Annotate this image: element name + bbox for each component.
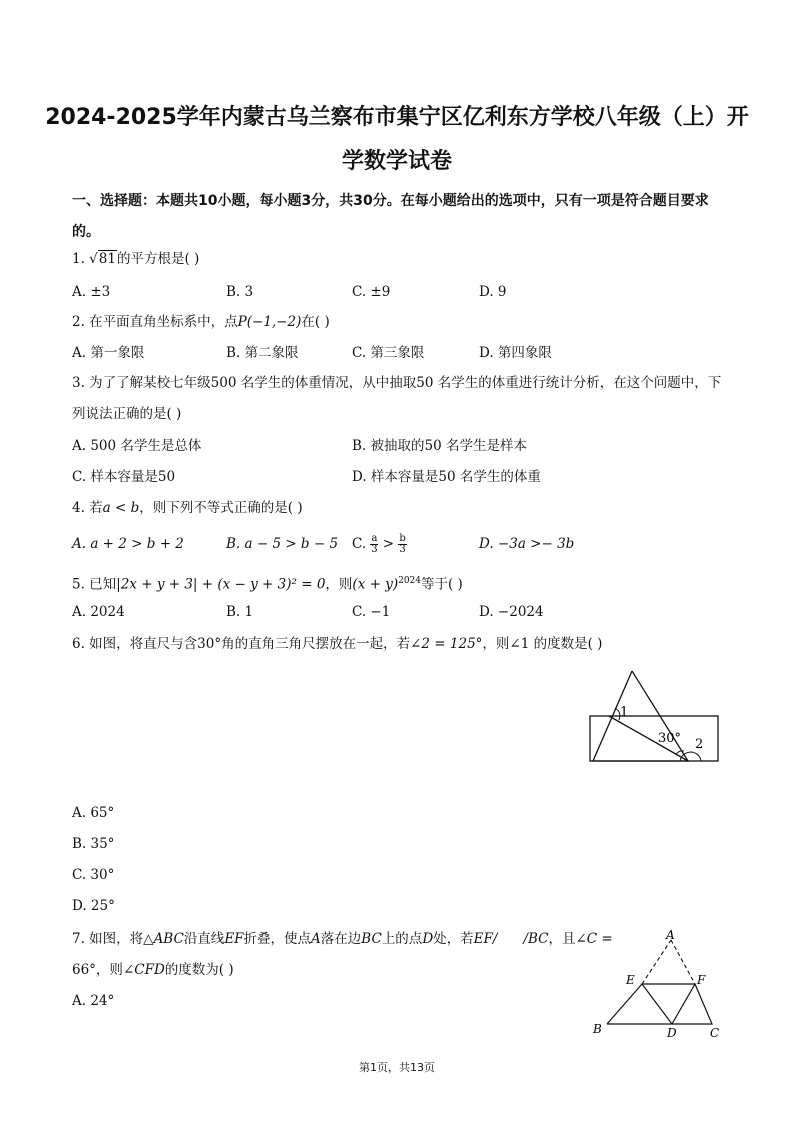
question-5: 5. 已知|2x + y + 3| + (x − y + 3)² = 0，则$(x + y)^{2024}$等于( ): [72, 576, 463, 593]
question-2: 2. 在平面直角坐标系中，点P(−1,−2)在( ): [72, 314, 330, 330]
q4-option-c: C. $\frac{a}{3}$ > $\frac{b}{3}$: [352, 533, 406, 555]
q1-option-b: B. 3: [226, 284, 254, 300]
label-c: C: [710, 1026, 720, 1040]
q6-option-b: B. 35°: [72, 836, 115, 852]
question-7-line-2: 66°，则∠CFD的度数为( ): [72, 962, 234, 978]
angle-30-label: 30°: [658, 731, 682, 746]
dashed-line-af: [671, 940, 695, 984]
q4-option-b: B. a − 5 > b − 5: [226, 536, 339, 552]
q2-option-b: B. 第二象限: [226, 345, 299, 361]
q5-option-a: A. 2024: [72, 604, 125, 620]
title-line-1: 2024-2025学年内蒙古乌兰察布市集宁区亿利东方学校八年级（上）开: [45, 105, 749, 130]
label-f: F: [697, 973, 706, 987]
exam-title: [40, 96, 754, 184]
label-b: B: [593, 1022, 602, 1036]
sqrt-sign: √: [89, 251, 98, 267]
triangle-abc-base: [607, 984, 712, 1024]
fraction-a-over-3: $\frac{a}{3}$: [371, 533, 378, 555]
label-d: D: [667, 1026, 677, 1040]
question-7-line-1: 7. 如图，将△ABC沿直线EF折叠，使点A落在边BC上的点D处，若EF/ /BC，且∠C =: [72, 931, 613, 947]
line-ed: [642, 984, 672, 1024]
line-fd: [672, 984, 695, 1024]
q5-option-b: B. 1: [226, 604, 254, 620]
q3-option-b: B. 被抽取的50 名学生是样本: [352, 438, 527, 454]
q3-option-a: A. 500 名学生是总体: [72, 438, 202, 454]
section-heading: 一、选择题：本题共10小题，每小题3分，共30分。在每小题给出的选项中，只有一项是符合题目要求的。: [72, 193, 709, 240]
q6-option-a: A. 65°: [72, 805, 115, 821]
fraction-b-over-3: $\frac{b}{3}$: [399, 533, 406, 555]
ruler-triangle-figure: [588, 668, 722, 764]
angle-1-label: 1: [620, 705, 629, 720]
label-a: A: [666, 928, 675, 942]
q1-option-c: C. ±9: [352, 284, 391, 300]
fold-triangle-figure: [588, 928, 728, 1040]
angle-2-label: 2: [695, 737, 704, 752]
q5-option-d: D. −2024: [479, 604, 544, 620]
q5-option-c: C. −1: [352, 604, 391, 620]
q2-option-d: D. 第四象限: [479, 345, 552, 361]
q4-option-a: A. a + 2 > b + 2: [72, 536, 184, 552]
question-3: 3. 为了了解某校七年级500 名学生的体重情况，从中抽取50 名学生的体重进行统计分析，在这个问题中，下列说法正确的是( ): [72, 375, 722, 422]
q6-option-d: D. 25°: [72, 898, 115, 914]
q3-option-c: C. 样本容量是50: [72, 469, 176, 485]
q2-option-a: A. 第一象限: [72, 345, 145, 361]
radicand: 81: [98, 251, 116, 267]
title-line-2: 学数学试卷: [341, 149, 452, 174]
page-footer: 第1页，共13页: [359, 1061, 435, 1074]
q1-option-a: A. ±3: [72, 284, 111, 300]
label-e: E: [626, 973, 635, 987]
question-4: 4. 若a < b，则下列不等式正确的是( ): [72, 500, 303, 516]
q3-option-d: D. 样本容量是50 名学生的体重: [352, 469, 541, 485]
question-1: 1. √81的平方根是( ): [72, 251, 200, 267]
q6-option-c: C. 30°: [72, 867, 115, 883]
q7-option-a: A. 24°: [72, 993, 115, 1009]
q1-option-d: D. 9: [479, 284, 507, 300]
dashed-line-ea: [642, 940, 671, 984]
q2-option-c: C. 第三象限: [352, 345, 425, 361]
q4-option-d: D. −3a >− 3b: [479, 536, 575, 552]
question-6: 6. 如图，将直尺与含30°角的直角三角尺摆放在一起，若∠2 = 125°，则∠1 的度数是( ): [72, 636, 603, 652]
